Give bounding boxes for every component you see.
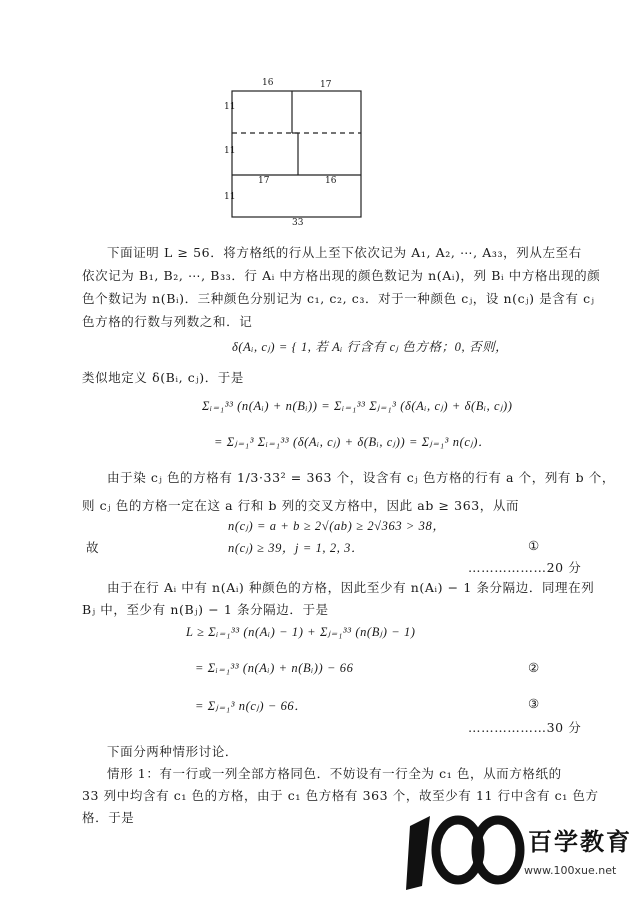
marker-one: ①	[528, 538, 540, 553]
figure-left-label-2: 11	[224, 146, 236, 156]
para-line-12: 情形 1：有一行或一列全部方格同色．不妨设有一行全为 c₁ 色，从而方格纸的	[107, 766, 562, 781]
para-line-11: 下面分两种情形讨论．	[107, 744, 239, 759]
equation-L-2: = Σᵢ₌₁³³ (n(Aᵢ) + n(Bᵢ)) − 66	[195, 661, 354, 675]
para-line-8: 故	[86, 540, 100, 555]
para-line-1: 下面证明 L ≥ 56．将方格纸的行从上至下依次记为 A₁, A₂, ⋯, A₃₃，列从左至右	[107, 245, 582, 260]
figure-mid-label-2: 16	[325, 176, 337, 186]
figure-top-label-1: 16	[262, 78, 274, 88]
para-line-10: Bⱼ 中，至少有 n(Bⱼ) − 1 条分隔边．于是	[82, 602, 329, 617]
equation-ncj-2: n(cⱼ) ≥ 39，j = 1, 2, 3．	[228, 541, 365, 555]
para-line-4: 色方格的行数与列数之和．记	[82, 314, 253, 329]
marker-two: ②	[528, 660, 540, 675]
equation-sum-2: = Σⱼ₌₁³ Σᵢ₌₁³³ (δ(Aᵢ, cⱼ) + δ(Bᵢ, cⱼ)) = Σⱼ₌₁³ n(cⱼ)．	[214, 435, 492, 449]
score-30: ………………30 分	[468, 720, 582, 735]
figure-left-label-1: 11	[224, 102, 236, 112]
para-line-3: 色个数记为 n(Bᵢ)．三种颜色分别记为 c₁, c₂, c₃．对于一种颜色 cⱼ，设 n(cⱼ) 是含有 cⱼ	[82, 291, 595, 306]
brand-logo	[400, 808, 635, 900]
score-20: ………………20 分	[468, 560, 582, 575]
para-line-5: 类似地定义 δ(Bᵢ, cⱼ)．于是	[82, 370, 245, 385]
para-line-14: 格．于是	[82, 810, 135, 825]
logo-url: www.100xue.net	[524, 864, 617, 877]
figure-bottom-label: 33	[292, 218, 304, 228]
figure-top-label-2: 17	[320, 80, 332, 90]
logo-name: 百学教育	[528, 828, 632, 856]
para-line-2: 依次记为 B₁, B₂, ⋯, B₃₃．行 Aᵢ 中方格出现的颜色数记为 n(Aᵢ)，列 Bᵢ 中方格出现的颜	[82, 268, 601, 283]
equation-L-1: L ≥ Σᵢ₌₁³³ (n(Aᵢ) − 1) + Σⱼ₌₁³³ (n(Bⱼ) − 1)	[186, 625, 416, 639]
para-line-13: 33 列中均含有 c₁ 色的方格，由于 c₁ 色方格有 363 个，故至少有 11 行中含有 c₁ 色方	[82, 788, 599, 803]
equation-delta-definition: δ(Aᵢ, cⱼ) = { 1, 若 Aᵢ 行含有 cⱼ 色方格；0, 否则，	[232, 340, 509, 354]
para-line-7: 则 cⱼ 色的方格一定在这 a 行和 b 列的交叉方格中，因此 ab ≥ 363，从而	[82, 498, 520, 513]
equation-sum-1: Σᵢ₌₁³³ (n(Aᵢ) + n(Bᵢ)) = Σᵢ₌₁³³ Σⱼ₌₁³ (δ(Aᵢ, cⱼ) + δ(Bᵢ, cⱼ))	[202, 399, 513, 413]
marker-three: ③	[528, 696, 540, 711]
equation-L-3: = Σⱼ₌₁³ n(cⱼ) − 66．	[195, 699, 308, 713]
equation-ncj: n(cⱼ) = a + b ≥ 2√(ab) ≥ 2√363 > 38，	[228, 519, 446, 533]
figure-outer-square	[232, 91, 361, 217]
para-line-6: 由于染 cⱼ 色的方格有 1/3·33² = 363 个，设含有 cⱼ 色方格的行有 a 个，列有 b 个，	[107, 470, 615, 485]
para-line-9: 由于在行 Aᵢ 中有 n(Aᵢ) 种颜色的方格，因此至少有 n(Aᵢ) − 1 条分隔边．同理在列	[107, 580, 595, 595]
logo-number	[400, 808, 402, 809]
figure-left-label-3: 11	[224, 192, 236, 202]
figure-mid-label-1: 17	[258, 176, 270, 186]
